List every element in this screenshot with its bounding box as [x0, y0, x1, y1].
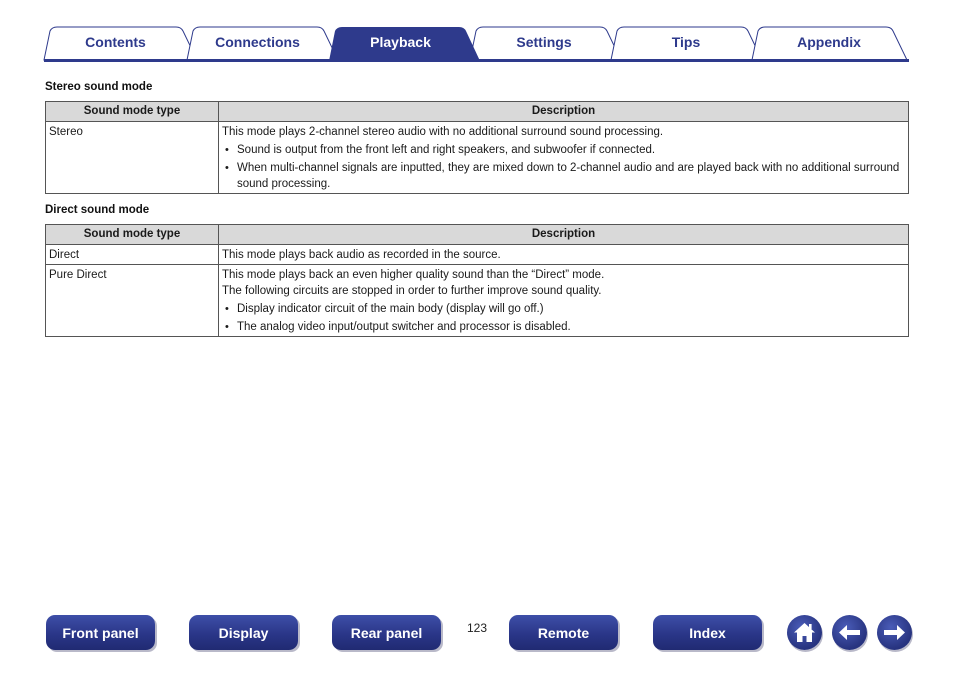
table-header-row — [46, 225, 909, 245]
back-button[interactable] — [832, 615, 867, 650]
header-sound-mode-type: Sound mode type — [46, 102, 219, 122]
description-text: This mode plays back an even higher quality sound than the “Direct” mode. — [222, 269, 605, 281]
description-cell — [219, 265, 909, 337]
front-panel-button[interactable]: Front panel — [46, 615, 155, 650]
page-number: 123 — [466, 621, 488, 635]
description-text: The following circuits are stopped in order to further improve sound quality. — [222, 285, 602, 297]
table-row — [46, 122, 909, 194]
bullet-item: • Sound is output from the front left and right speakers, and subwoofer if connected. — [222, 142, 905, 158]
tab-appendix-label: Appendix — [797, 34, 861, 50]
tab-contents-label: Contents — [85, 34, 146, 50]
bullet-item: • The analog video input/output switcher and processor is disabled. — [222, 319, 905, 335]
direct-mode-table — [45, 224, 909, 337]
mode-type-cell: Stereo — [46, 122, 219, 194]
bullet-item: • Display indicator circuit of the main body (display will go off.) — [222, 301, 905, 317]
tab-playback-label: Playback — [370, 34, 431, 50]
bullet-item: • When multi-channel signals are inputted, they are mixed down to 2-channel audio and are played back with no additional surround sound processing. — [222, 160, 905, 192]
description-cell — [219, 245, 909, 265]
forward-button[interactable] — [877, 615, 912, 650]
top-tab-bar — [0, 0, 954, 64]
rear-panel-button[interactable]: Rear panel — [332, 615, 441, 650]
description-cell — [219, 122, 909, 194]
back-arrow-icon — [832, 615, 867, 650]
index-button[interactable]: Index — [653, 615, 762, 650]
home-button[interactable] — [787, 615, 822, 650]
table-row — [46, 245, 909, 265]
header-description: Description — [219, 102, 909, 122]
header-sound-mode-type: Sound mode type — [46, 225, 219, 245]
display-button[interactable]: Display — [189, 615, 298, 650]
home-icon — [787, 615, 822, 650]
mode-type-cell: Pure Direct — [46, 265, 219, 337]
forward-arrow-icon — [877, 615, 912, 650]
tab-connections-label: Connections — [215, 34, 300, 50]
description-text: This mode plays back audio as recorded in the source. — [222, 249, 501, 261]
table-header-row — [46, 102, 909, 122]
table-row — [46, 265, 909, 337]
direct-section-title: Direct sound mode — [45, 204, 150, 216]
stereo-section-title: Stereo sound mode — [45, 81, 153, 93]
description-text: This mode plays 2-channel stereo audio with no additional surround sound processing. — [222, 126, 664, 138]
header-description: Description — [219, 225, 909, 245]
stereo-mode-table — [45, 101, 909, 194]
tab-settings-label: Settings — [516, 34, 572, 50]
tab-tips-label: Tips — [671, 34, 701, 50]
remote-button[interactable]: Remote — [509, 615, 618, 650]
mode-type-cell: Direct — [46, 245, 219, 265]
